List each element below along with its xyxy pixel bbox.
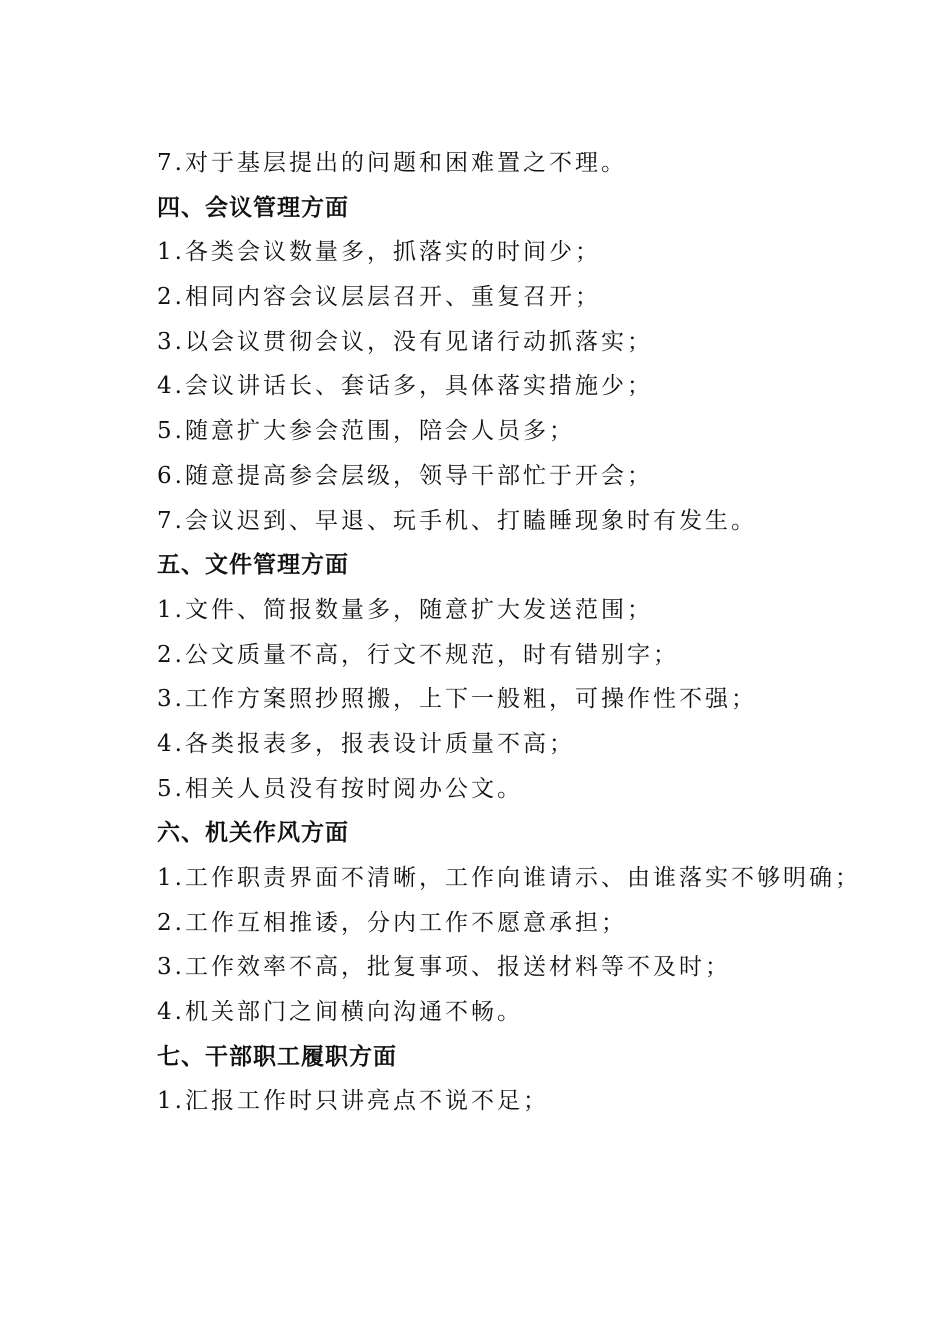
list-item: 3.工作效率不高，批复事项、报送材料等不及时； <box>157 954 731 981</box>
section-heading: 六、机关作风方面 <box>157 820 349 847</box>
list-item: 4.各类报表多，报表设计质量不高； <box>157 730 575 757</box>
list-item: 7.对于基层提出的问题和困难置之不理。 <box>157 150 627 176</box>
section-heading: 四、会议管理方面 <box>157 194 349 221</box>
list-item: 1.各类会议数量多，抓落实的时间少； <box>157 239 601 266</box>
list-item: 2.工作互相推诿，分内工作不愿意承担； <box>157 909 627 936</box>
list-item: 5.随意扩大参会范围，陪会人员多； <box>157 418 575 445</box>
document-body <box>157 141 861 1124</box>
list-item: 4.会议讲话长、套话多，具体落实措施少； <box>157 373 653 400</box>
list-item: 4.机关部门之间横向沟通不畅。 <box>157 999 523 1026</box>
list-item: 2.公文质量不高，行文不规范，时有错别字； <box>157 641 679 668</box>
list-item: 7.会议迟到、早退、玩手机、打瞌睡现象时有发生。 <box>157 507 757 534</box>
list-item: 5.相关人员没有按时阅办公文。 <box>157 775 523 802</box>
list-item: 6.随意提高参会层级，领导干部忙于开会； <box>157 462 653 489</box>
list-item: 2.相同内容会议层层召开、重复召开； <box>157 284 601 311</box>
list-item: 3.以会议贯彻会议，没有见诸行动抓落实； <box>157 328 653 355</box>
section-heading: 七、干部职工履职方面 <box>157 1043 397 1070</box>
list-item: 1.工作职责界面不清晰，工作向谁请示、由谁落实不够明确； <box>157 865 861 891</box>
list-item: 1.汇报工作时只讲亮点不说不足； <box>157 1088 549 1115</box>
list-item: 3.工作方案照抄照搬，上下一般粗，可操作性不强； <box>157 686 757 713</box>
list-item: 1.文件、简报数量多，随意扩大发送范围； <box>157 596 653 623</box>
section-heading: 五、文件管理方面 <box>157 552 349 579</box>
